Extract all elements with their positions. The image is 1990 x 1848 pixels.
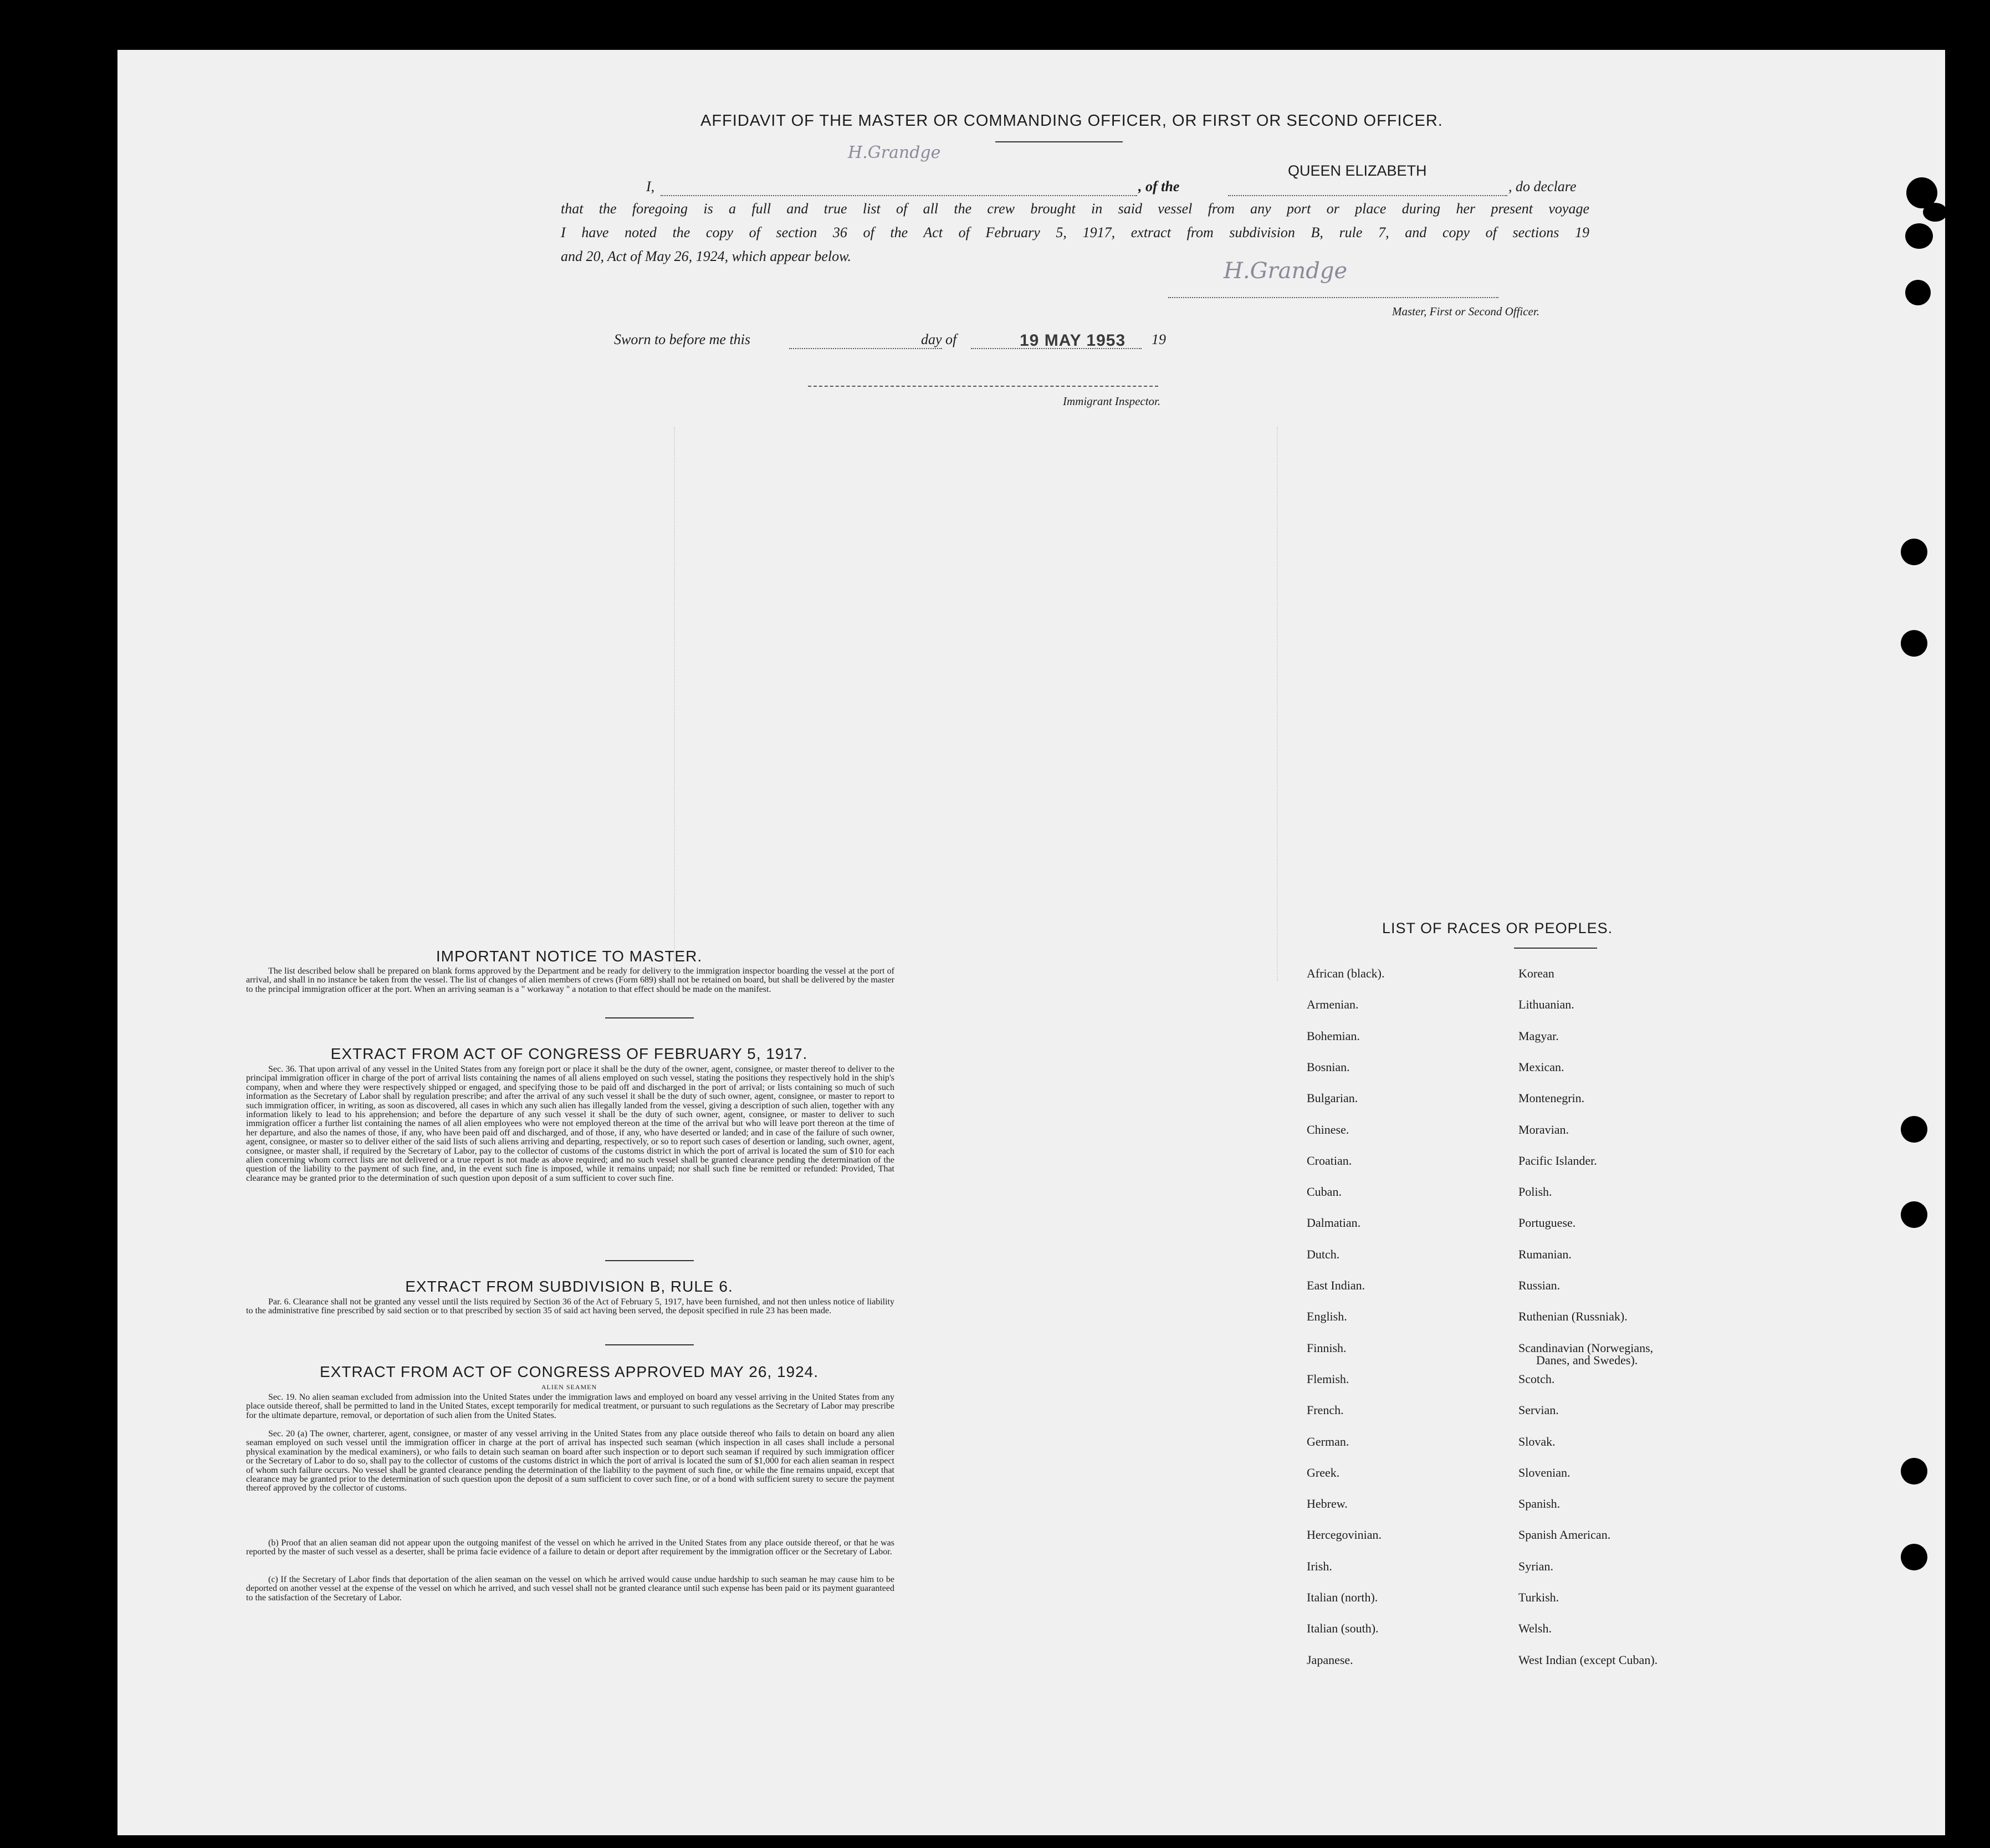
declaration-line-2: that the foregoing is a full and true list of all the crew brought in said vessel from any port or place during her present voyage (561, 201, 1589, 217)
sworn-day-line (789, 348, 942, 349)
declaration-line-4: and 20, Act of May 26, 1924, which appear below. (561, 248, 852, 264)
race-item: East Indian. (1307, 1278, 1365, 1292)
race-item: Italian (south). (1307, 1621, 1379, 1635)
declaration-i: I, (646, 178, 655, 194)
section-19-text: Sec. 19. No alien seaman excluded from admission into the United States under the immigration laws and employed on board any vessel arriving in the United States from any place outside thereof, shall be permitted to land in the United States, except temporarily for medical treatment, or pursuant to such regulations as the Secretary of Labor may prescribe for the ultimate departure, removal, or deportation of such alien from the United States. (246, 1393, 894, 1420)
signature-master: H.Grandge (1224, 258, 1348, 284)
declaration-line-3: I have noted the copy of section 36 of the Act of February 5, 1917, extract from subdivision B, rule 7, and copy of sections 19 (561, 224, 1589, 240)
notice-body: The list described below shall be prepared on blank forms approved by the Department and be ready for delivery to the immigration inspector boarding the vessel at the port of arrival, and shall in no instance be taken from the vessel. The list of changes of alien members of crews (Form 689) shall not be retained on board, but shall be delivered by the master to the principal immigration officer at the port. When an arriving seaman is a " workaway " a notation to that effect should be made on the manifest. (246, 966, 894, 994)
binder-hole (1923, 203, 1947, 222)
race-scandinavian-continuation: Danes, and Swedes). (1536, 1353, 1638, 1367)
day-of-label: day of (921, 331, 957, 347)
binder-hole (1901, 630, 1927, 657)
rule-6-title: EXTRACT FROM SUBDIVISION B, RULE 6. (405, 1278, 733, 1295)
race-item: Finnish. (1307, 1341, 1347, 1355)
do-declare-label: , do declare (1508, 178, 1577, 194)
master-signature-line (1168, 297, 1498, 298)
race-item: Scandinavian (Norwegians, (1518, 1341, 1654, 1355)
race-item: Bosnian. (1307, 1060, 1350, 1074)
section-20c-text: (c) If the Secretary of Labor finds that deportation of the alien seaman on the vessel on which he arrived would cause undue hardship to such seaman he may cause him to be deported on another vessel at the expense of the vessel on which he arrived, and such vessel shall not be granted clearance until such expense has been paid or its payment guaranteed to the satisfaction of the Secretary of Labor. (246, 1575, 894, 1603)
races-title: LIST OF RACES OR PEOPLES. (1382, 920, 1613, 936)
guide-line-right (1277, 427, 1278, 981)
extract-1917-body: Sec. 36. That upon arrival of any vessel in the United States from any foreign port or place it shall be the duty of the owner, agent, consignee, or master thereof to deliver to the principal immigration officer in charge of the port of arrival lists containing the names of all aliens employed on such vessel, stating the positions they respectively hold in the ship's company, when and where they were respectively shipped or engaged, and specifying those to be paid off and discharged in the port of arrival; or lists containing so much of such information as the Secretary of Labor shall by regulation prescribe; and after the arrival of any such vessel it shall be the duty of such owner, agent, consignee, or master to report to such immigration officer, in writing, as soon as discovered, all cases in which any such alien has illegally landed from the vessel, giving a description of such alien, together with any information likely to lead to his apprehension; and before the departure of any such vessel it shall be the duty of such owner, agent, consignee, or master to deliver to such immigration officer a further list containing the names of all alien employees who were not employed thereon at the time of the arrival but who will leave port thereon at the time of her departure, and also the names of those, if any, who have been paid off and discharged, and of those, if any, who have deserted or landed; and in case of the failure of such owner, agent, consignee, or master so to deliver either of the said lists of such aliens arriving and departing, respectively, or so to report such cases of desertion or landing, such owner, agent, consignee, or master shall, if required by the Secretary of Labor, pay to the collector of customs of the customs district in which the port of arrival is located the sum of $10 for each alien concerning whom correct lists are not delivered or a true report is not made as above required; and no such vessel shall be granted clearance pending the determination of the question of the liability to the payment of such fine, and, in the event such fine is imposed, while it remains unpaid; nor shall such fine be remitted or refunded: Provided, That clearance may be granted prior to the determination of such question upon deposit of a sum sufficient to cover such fine. (246, 1064, 894, 1183)
race-item: Cuban. (1307, 1185, 1342, 1199)
race-item: German. (1307, 1435, 1349, 1448)
race-item: Bohemian. (1307, 1029, 1360, 1043)
race-item: Welsh. (1518, 1621, 1552, 1635)
race-item: Flemish. (1307, 1372, 1349, 1386)
document-page (117, 50, 1945, 1835)
race-item: Spanish American. (1518, 1528, 1611, 1542)
race-item: Magyar. (1518, 1029, 1559, 1043)
races-divider (1514, 948, 1597, 949)
race-item: Hebrew. (1307, 1497, 1348, 1511)
race-item: Italian (north). (1307, 1590, 1378, 1604)
inspector-caption: Immigrant Inspector. (1063, 395, 1161, 408)
rule-6-divider (605, 1344, 694, 1345)
master-caption: Master, First or Second Officer. (1392, 305, 1539, 318)
affidavit-title: AFFIDAVIT OF THE MASTER OR COMMANDING OFFICER, OR FIRST OR SECOND OFFICER. (700, 112, 1443, 130)
alien-seamen-subtitle: ALIEN SEAMEN (541, 1383, 597, 1391)
race-item: Moravian. (1518, 1123, 1569, 1137)
race-item: Chinese. (1307, 1123, 1349, 1137)
date-stamp: 19 MAY 1953 (1020, 331, 1126, 350)
sworn-label: Sworn to before me this (614, 331, 751, 347)
race-item: Greek. (1307, 1466, 1340, 1480)
binder-hole (1901, 1201, 1927, 1228)
binder-hole (1901, 539, 1927, 565)
race-item: Irish. (1307, 1559, 1332, 1573)
race-item: Hercegovinian. (1307, 1528, 1382, 1542)
notice-title: IMPORTANT NOTICE TO MASTER. (436, 948, 703, 965)
race-item: Turkish. (1518, 1590, 1559, 1604)
race-item: Bulgarian. (1307, 1091, 1358, 1105)
race-item: Slovak. (1518, 1435, 1556, 1448)
race-item: Ruthenian (Russniak). (1518, 1309, 1628, 1323)
race-item: Croatian. (1307, 1154, 1352, 1168)
year-suffix: 19 (1152, 331, 1166, 347)
extract-1917-title: EXTRACT FROM ACT OF CONGRESS OF FEBRUARY 5, 1917. (330, 1045, 808, 1062)
race-item: Slovenian. (1518, 1466, 1570, 1480)
vessel-name: QUEEN ELIZABETH (1288, 162, 1427, 179)
binder-hole (1901, 1544, 1927, 1570)
extract-1924-title: EXTRACT FROM ACT OF CONGRESS APPROVED MAY 26, 1924. (319, 1363, 819, 1380)
race-item: Servian. (1518, 1403, 1559, 1417)
race-item: Japanese. (1307, 1653, 1353, 1667)
rule-6-body: Par. 6. Clearance shall not be granted any vessel until the lists required by Section 36 of the Act of February 5, 1917, have been furnished, and not then unless notice of liability to the administrative fine prescribed by said section or to that prescribed by section 35 of said act having been served, the deposit specified in rule 23 has been made. (246, 1297, 894, 1316)
race-item: Armenian. (1307, 997, 1359, 1011)
race-item: Scotch. (1518, 1372, 1555, 1386)
section-20b-text: (b) Proof that an alien seaman did not appear upon the outgoing manifest of the vessel on which he arrived in the United States from any place outside thereof, or that he was reported by the master of such vessel as a deserter, shall be prima facie evidence of a failure to detain or deport after requirement by the immigration officer or the Secretary of Labor. (246, 1538, 894, 1557)
inspector-line (808, 386, 1158, 387)
race-item: African (black). (1307, 966, 1385, 980)
title-underline (995, 141, 1123, 142)
extract-1917-divider (605, 1260, 694, 1261)
race-item: Rumanian. (1518, 1247, 1572, 1261)
notice-divider (605, 1017, 694, 1018)
race-item: Pacific Islander. (1518, 1154, 1597, 1168)
race-item: Dalmatian. (1307, 1216, 1361, 1230)
race-item: West Indian (except Cuban). (1518, 1653, 1658, 1667)
race-item: French. (1307, 1403, 1344, 1417)
race-item: Mexican. (1518, 1060, 1564, 1074)
binder-hole (1905, 223, 1933, 249)
vessel-blank-line (1228, 195, 1507, 196)
race-item: Lithuanian. (1518, 997, 1574, 1011)
binder-hole (1905, 280, 1931, 305)
signature-top: H.Grandge (848, 143, 941, 162)
binder-hole (1901, 1458, 1927, 1484)
section-20a-text: Sec. 20 (a) The owner, charterer, agent, consignee, or master of any vessel arriving in the United States from any place outside thereof who fails to detain on board any alien seaman employed on such vessel until the immigration officer in charge at the port of arrival has inspected such seaman (which inspection in all cases shall include a personal physical examination by the medical examiners), or who fails to detain such seaman on board after such inspection or to deport such seaman if required by such immigration officer or the Secretary of Labor to do so, shall pay to the collector of customs of the customs district in which the port of arrival is located the sum of $1,000 for each alien seaman in respect of whom such failure occurs. No vessel shall be granted clearance pending the determination of the liability to the payment of such fine, or while the fine remains unpaid, except that clearance may be granted prior to the determination of such question upon the deposit of a sum sufficient to cover such fine, or of a bond with sufficient surety to secure the payment thereof approved by the collector of customs. (246, 1429, 894, 1493)
race-item: Portuguese. (1518, 1216, 1576, 1230)
race-item: English. (1307, 1309, 1347, 1323)
race-item: Russian. (1518, 1278, 1561, 1292)
name-blank-line (661, 195, 1137, 196)
race-item: Polish. (1518, 1185, 1552, 1199)
race-item: Korean (1518, 966, 1554, 980)
race-item: Syrian. (1518, 1559, 1553, 1573)
guide-line-left (674, 427, 675, 981)
binder-hole (1901, 1116, 1927, 1143)
of-the-label: , of the (1138, 178, 1180, 194)
race-item: Spanish. (1518, 1497, 1561, 1511)
race-item: Dutch. (1307, 1247, 1340, 1261)
race-item: Montenegrin. (1518, 1091, 1585, 1105)
